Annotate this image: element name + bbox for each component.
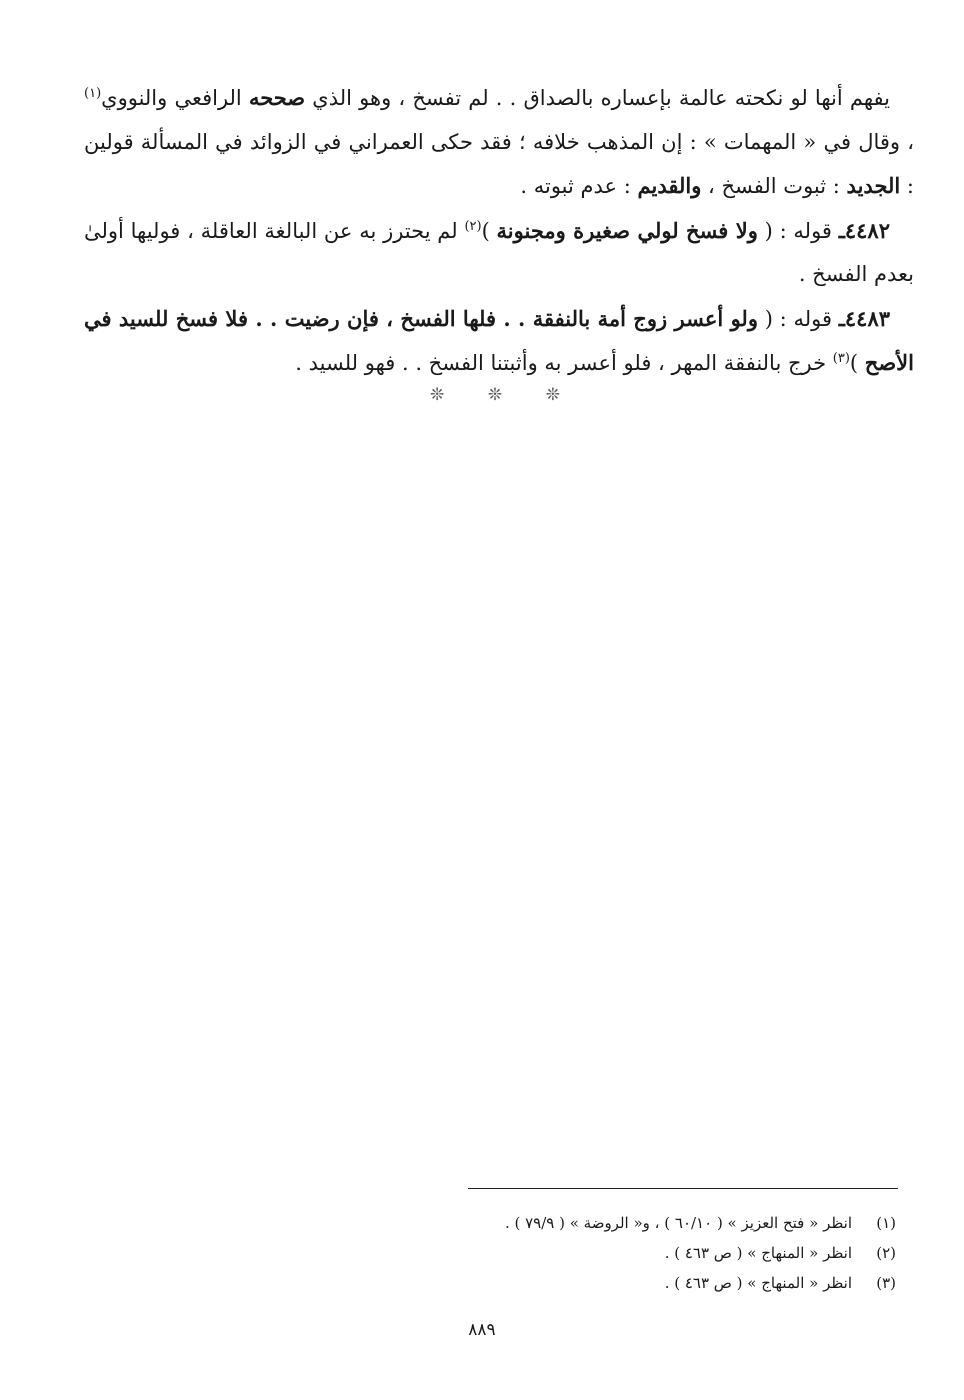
footnotes	[380, 1208, 896, 1298]
footnote-divider	[468, 1188, 898, 1189]
bold-term: صححه	[248, 85, 306, 110]
footnote-1	[380, 1208, 896, 1238]
text-run: )	[849, 351, 865, 375]
text-run: قوله : (	[757, 218, 839, 243]
bold-term: الجديد	[846, 173, 901, 198]
star-ornament: ❊	[545, 385, 560, 405]
footnote-text: انظر « المنهاج » ( ص ٤٦٣ ) .	[664, 1274, 852, 1292]
footnote-number: (٢)	[876, 1244, 896, 1262]
footnote-ref[interactable]: (٣)	[832, 351, 850, 366]
bold-quote: ولا فسخ لولي صغيرة ومجنونة	[496, 217, 758, 243]
bold-quote: ولو أعسر زوج أمة بالنفقة . . فلها الفسخ ، فإن رضيت . . فلا فسخ للسيد في الأصح	[84, 305, 914, 375]
text-run: قوله : (	[757, 306, 839, 331]
footnote-ref[interactable]: (١)	[84, 86, 102, 101]
text-run: )	[481, 218, 497, 243]
paragraph-4482	[84, 209, 914, 297]
text-run: لم يحترز به عن البالغة العاقلة ، فوليها أولىٰ بعدم الفسخ .	[84, 218, 914, 286]
footnote-ref[interactable]: (٢)	[464, 218, 482, 234]
footnote-number: (١)	[876, 1214, 896, 1232]
text-run: : ثبوت الفسخ ،	[701, 174, 847, 198]
star-ornament: ❊	[487, 385, 503, 405]
footnote-number: (٣)	[876, 1274, 896, 1292]
footnote-2	[380, 1238, 896, 1268]
text-run: يفهم أنها لو نكحته عالمة بإعساره بالصداق . . لم تفسخ ، وهو الذي	[305, 86, 890, 110]
page-number: ٨٨٩	[468, 1320, 496, 1340]
paragraph-number: ٤٤٨٢ـ	[838, 217, 890, 243]
text-run: : عدم ثبوته .	[520, 174, 638, 198]
footnote-text: انظر « فتح العزيز » ( ٦٠/١٠ ) ، و« الروضة » ( ٧٩/٩ ) .	[504, 1214, 852, 1232]
section-separator	[430, 385, 560, 405]
paragraph-number: ٤٤٨٣ـ	[838, 305, 891, 331]
paragraph-continuation	[84, 76, 914, 209]
main-text	[84, 76, 914, 386]
text-run: ، وقال في « المهمات » : إن المذهب خلافه ؛ فقد حكى العمراني في الزوائد في المسألة قولين :	[84, 129, 914, 198]
text-run: خرج بالنفقة المهر ، فلو أعسر به وأثبتنا الفسخ . . فهو للسيد .	[295, 351, 833, 375]
star-ornament: ❊	[430, 385, 445, 405]
text-run: الرافعي والنووي	[101, 86, 249, 110]
footnote-text: انظر « المنهاج » ( ص ٤٦٣ ) .	[664, 1244, 852, 1262]
bold-term: والقديم	[637, 173, 702, 198]
footnote-3	[380, 1268, 896, 1298]
paragraph-4483	[84, 297, 914, 386]
